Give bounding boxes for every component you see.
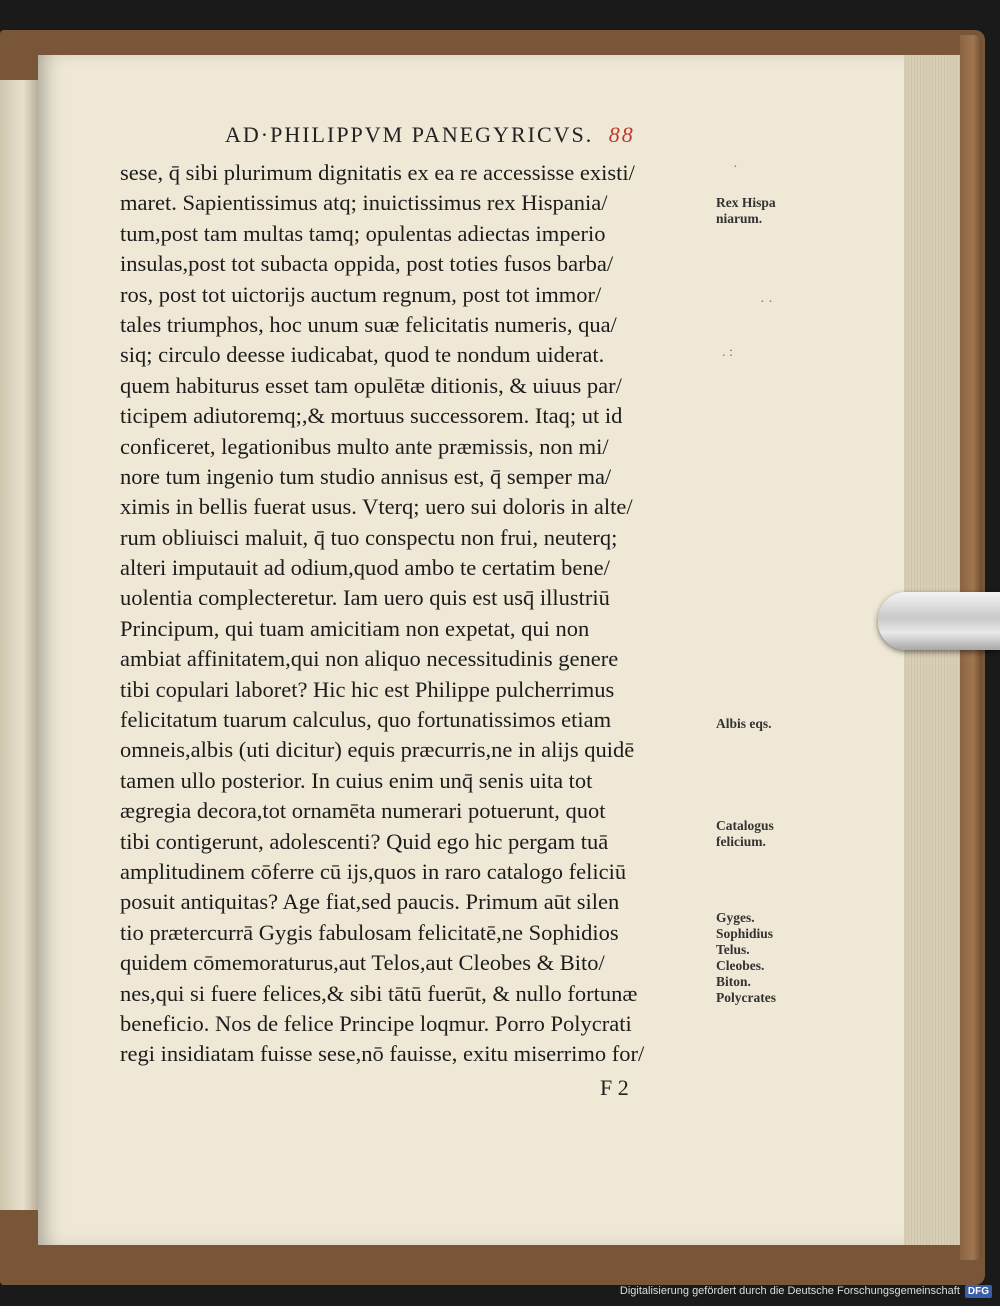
running-title: AD·PHILIPPVM PANEGYRICVS. — [225, 122, 594, 147]
margin-note-line: Polycrates — [716, 990, 776, 1005]
footer-credit-text: Digitalisierung gefördert durch die Deutsche Forschungsgemeinschaft — [619, 1285, 960, 1297]
margin-note-catalogus — [716, 818, 806, 850]
footer-credit — [620, 1282, 992, 1300]
margin-note-line: Catalogus — [716, 818, 774, 833]
book-clamp — [878, 592, 1000, 650]
margin-note-names — [716, 910, 806, 1006]
text-line: tio prætercurrā Gygis fabulosam felicitatē,ne Sophidios — [120, 919, 619, 945]
margin-note-line: Albis eqs. — [716, 716, 772, 731]
margin-note-line: Sophidius — [716, 926, 774, 941]
text-line: tibi contigerunt, adolescenti? Quid ego hic pergam tuā — [120, 828, 609, 854]
text-line: tum,post tam multas tamq; opulentas adiectas imperio — [120, 220, 606, 246]
text-line: maret. Sapientissimus atq; inuictissimus rex Hispania/ — [120, 190, 608, 216]
text-line: sese, q̄ sibi plurimum dignitatis ex ea re accessisse existi/ — [120, 160, 635, 185]
text-line: insulas,post tot subacta oppida, post toties fusos barba/ — [120, 251, 614, 277]
text-line: uolentia complecteretur. Iam uero quis est usq̄ illustriū — [120, 585, 610, 611]
text-line: conficeret, legationibus multo ante præmissis, non mi/ — [120, 433, 609, 459]
text-line: Principum, qui tuam amicitiam non expetat, qui non — [120, 615, 590, 641]
text-line: omneis,albis (uti dicitur) equis præcurris,ne in alijs quidē — [120, 737, 635, 763]
margin-note-line: felicium. — [716, 834, 766, 849]
margin-note-line: Rex Hispa — [716, 195, 776, 210]
page-stack — [900, 55, 960, 1245]
margin-note-line: Biton. — [716, 974, 751, 989]
text-line: quem habiturus esset tam opulētæ ditionis, & uiuus par/ — [120, 372, 622, 398]
text-line: felicitatum tuarum calculus, quo fortunatissimos etiam — [120, 707, 612, 733]
running-header — [225, 122, 725, 152]
text-line: beneficio. Nos de felice Principe loqmur. Porro Polycrati — [120, 1010, 632, 1036]
dfg-logo-icon: DFG — [965, 1285, 992, 1298]
margin-note-line: Cleobes. — [716, 958, 765, 973]
text-line: tales triumphos, hoc unum suæ felicitatis numeris, qua/ — [120, 311, 617, 337]
text-line: ros, post tot uictorijs auctum regnum, post tot immor/ — [120, 281, 602, 307]
text-line: quidem cōmemoraturus,aut Telos,aut Cleobes & Bito/ — [120, 950, 605, 976]
text-line: ambiat affinitatem,qui non aliquo necessitudinis genere — [120, 646, 619, 672]
text-line: tibi copulari laboret? Hic hic est Philippe pulcherrimus — [120, 676, 615, 702]
main-text-block — [120, 158, 715, 1070]
text-line: alteri imputauit ad odium,quod ambo te certatim bene/ — [120, 555, 610, 581]
margin-note-line: Telus. — [716, 942, 750, 957]
left-page-edge — [0, 80, 38, 1210]
signature-mark: F 2 — [600, 1075, 629, 1100]
text-line: ægregia decora,tot ornamēta numerari potuerunt, quot — [120, 798, 606, 824]
margin-note-line: niarum. — [716, 211, 763, 226]
text-line: tamen ullo posterior. In cuius enim unq̄ senis uita tot — [120, 767, 593, 793]
text-line: nes,qui si fuere felices,& sibi tātū fuerūt, & nullo fortunæ — [120, 980, 638, 1006]
text-line: ticipem adiutoremq;,& mortuus successorem. Itaq; ut id — [120, 403, 623, 429]
text-line: nore tum ingenio tum studio annisus est, q̄ semper ma/ — [120, 463, 612, 489]
text-line: ximis in bellis fuerat usus. Vterq; uero sui doloris in alte/ — [120, 494, 633, 520]
text-line: rum obliuisci maluit, q̄ tuo conspectu non frui, neuterq; — [120, 524, 618, 550]
text-line: amplitudinem cōferre cū ijs,quos in raro catalogo feliciū — [120, 858, 627, 884]
margin-note-albis — [716, 716, 806, 732]
marginal-dot: · · — [760, 295, 773, 310]
margin-note-line: Gyges. — [716, 910, 755, 925]
folio-number: 88 — [608, 122, 635, 147]
marginal-dot: . : — [722, 345, 733, 360]
text-line: regi insidiatam fuisse sese,nō fauisse, exitu miserrimo for/ — [120, 1041, 645, 1067]
text-line: siq; circulo deesse iudicabat, quod te nondum uiderat. — [120, 342, 605, 368]
margin-note-rex — [716, 195, 806, 227]
text-line: posuit antiquitas? Age fiat,sed paucis. Primum aūt silen — [120, 889, 620, 915]
marginal-dot: · — [733, 160, 738, 175]
